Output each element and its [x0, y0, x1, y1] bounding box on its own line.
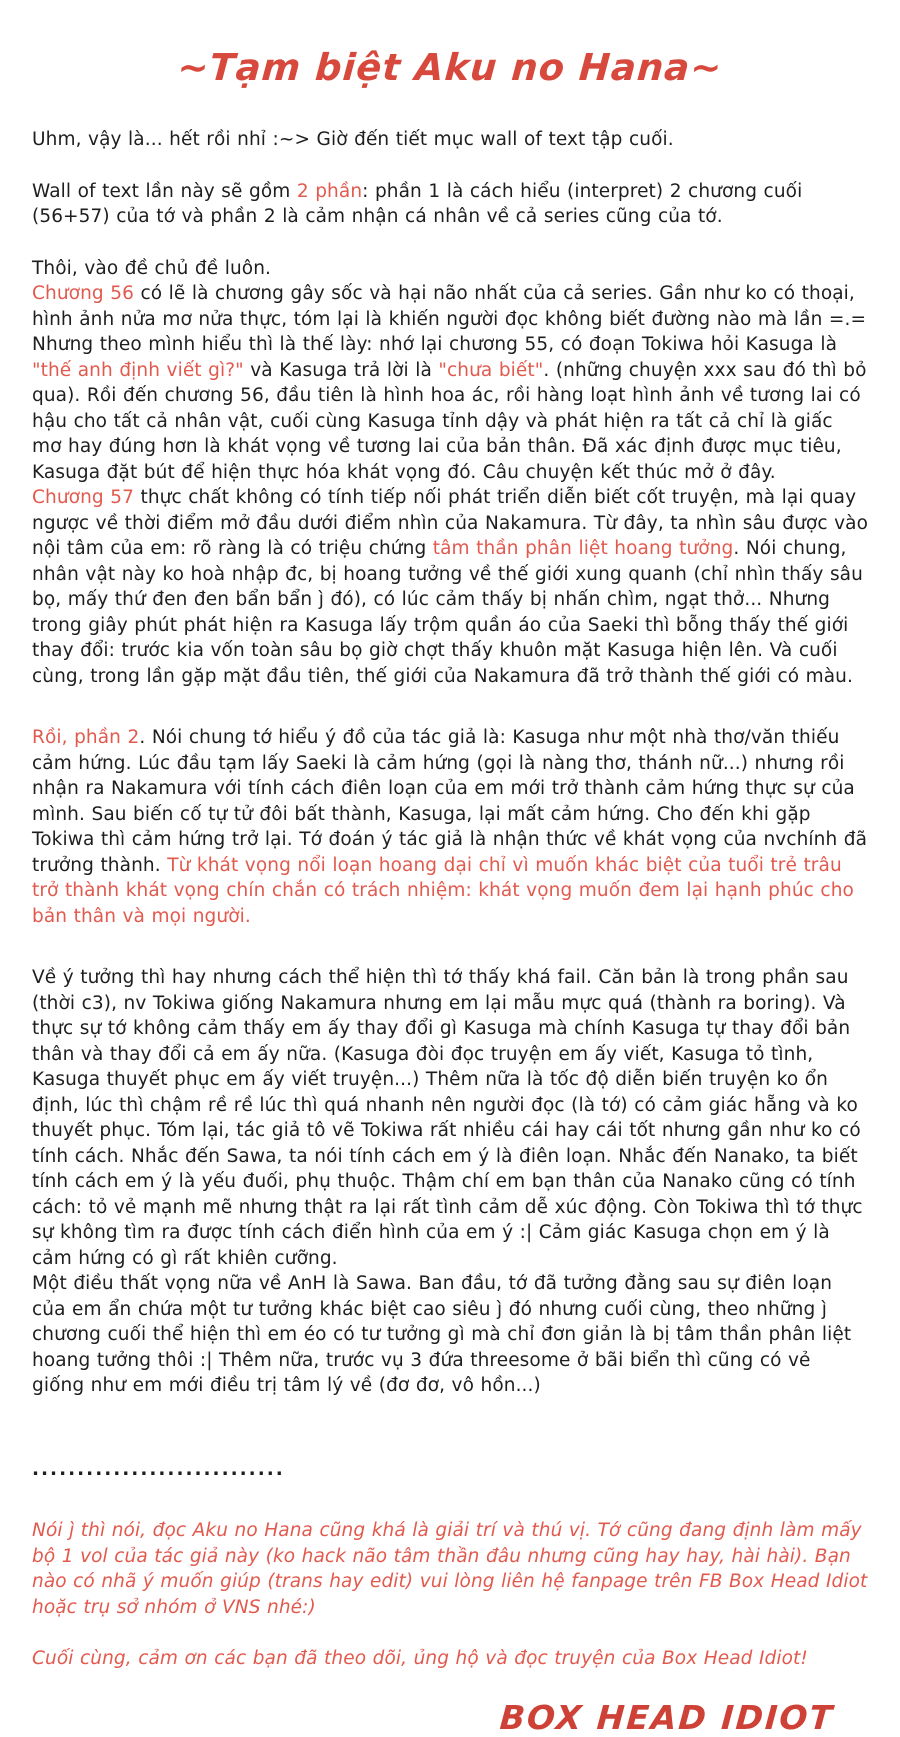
highlighted-text: "chưa biết"	[438, 359, 544, 381]
paragraph	[32, 281, 868, 332]
body-text: . Nói chung tớ hiểu ý đồ của tác giả là: Kasuga như một nhà thơ/văn thiếu cảm hứng. Lúc đầu tạm lấy Saeki là cảm hứng (gọi là nàng thơ, thánh nữ...) nhưng rồi nhận ra Nakamura với tính cách điên loạn của em mới trở thành cảm hứng thực sự của mình. Sau biến cố tự tử đôi bất thành, Kasuga, lại mất cảm hứng. Cho đến khi gặp Tokiwa thì cảm hứng trở lại. Tớ đoán ý tác giả là nhận thức về khát vọng của nvchính đã trưởng thành.	[32, 727, 868, 876]
body-text: . (những chuyện xxx sau đó thì bỏ qua). Rồi đến chương 56, đầu tiên là hình hoa ác, rồi hàng loạt hình ảnh về tương lai có hậu cho tất cả nhân vật, cuối cùng Kasuga tỉnh dậy và phát hiện ra tất cả chỉ là giấc mơ hay đúng hơn là khát vọng về tương lai của bản thân. Đã xác định được mục tiêu, Kasuga đặt bút để hiện thực hóa khát vọng đó. Câu chuyện kết thúc mở ở đây.	[32, 359, 867, 483]
body-text: Wall of text lần này sẽ gồm	[32, 180, 297, 202]
highlighted-text: "thế anh định viết gì?"	[32, 359, 244, 381]
body-text: Nhưng theo mình hiểu thì là thế lày: nhớ lại chương 55, có đoạn Tokiwa hỏi Kasuga là	[32, 334, 838, 355]
body-text: Thôi, vào đề chủ đề luôn.	[32, 257, 272, 279]
body-text: Một điều thất vọng nữa về AnH là Sawa. Ban đầu, tớ đã tưởng đằng sau sự điên loạn của em ẩn chứa một tư tưởng khác biệt cao siêu j̀ đó nhưng cuối cùng, theo những j̀ chương cuối thể hiện thì em éo có tư tưởng gì mà chỉ đơn giản là bị tâm thần phân liệt hoang tưởng thôi :| Thêm nữa, trước vụ 3 đứa threesome ở bãi biển thì cũng có vẻ giống như em mới điều trị tâm lý về (đơ đơ, vô hồn...)	[32, 1273, 852, 1396]
highlighted-text: Chương 56	[32, 283, 134, 304]
body-text: ............................	[32, 1458, 285, 1480]
body-text: : phần 1 là cách hiểu (interpret) 2 chương cuối (56+57) của tớ và phần 2 là cảm nhận cá nhân về cả series cũng của tớ.	[32, 180, 803, 227]
paragraph	[32, 127, 868, 153]
highlighted-text: Từ khát vọng nổi loạn hoang dại chỉ vì muốn khác biệt của tuổi trẻ trâu trở thành khát vọng chín chắn có trách nhiệm: khát vọng muốn đem lại hạnh phúc cho bản thân và mọi người.	[32, 854, 854, 927]
body-text: . Nói chung, nhân vật này ko hoà nhập đc, bị hoang tưởng về thế giới xung quanh (chỉ nhìn thấy sâu bọ, mấy thứ đen đen bẩn bẩn j̀ đó), có lúc cảm thấy bị nhấn chìm, ngạt thở... Nhưng trong giây phút phát hiện ra Kasuga lấy trộm quần áo của Saeki thì bỗng thấy thế giới thay đổi: trước kia vốn toàn sâu bọ giờ chợt thấy khuôn mặt Kasuga hiện lên. Và cuối cùng, trong lần gặp mặt đầu tiên, thế giới của Nakamura đã trở thành thế giới có màu.	[32, 538, 863, 687]
highlighted-text: Nói j̀ thì nói, đọc Aku no Hana cũng khá là giải trí và thú vị. Tớ cũng đang định làm mấy bộ 1 vol của tác giả này (ko hack não tâm thần đâu nhưng cũng hay hay, hài hài). Bạn nào có nhã ý muốn giúp (trans hay edit) vui lòng liên hệ fanpage trên FB Box Head Idiot hoặc trụ sở nhóm ở VNS nhé:)	[32, 1520, 868, 1618]
paragraph	[32, 332, 868, 485]
body-text: có lẽ là chương gây sốc và hại não nhất của cả series. Gần như ko có thoại, hình ảnh nửa mơ nửa thực, tóm lại là khiến người đọc không biết đường nào mà lần =.=	[32, 283, 867, 330]
paragraph	[32, 256, 868, 282]
body-text: Về ý tưởng thì hay nhưng cách thể hiện thì tớ thấy khá fail. Căn bản là trong phần sau (thời c3), nv Tokiwa giống Nakamura nhưng em lại mẫu mực quá (thành ra boring). Và thực sự tớ không cảm thấy em ấy thay đổi gì Kasuga mà chính Kasuga tự thay đổi bản thân và thay đổi cả em ấy nữa. (Kasuga đòi đọc truyện em ấy viết, Kasuga tỏ tình, Kasuga thuyết phục em ấy viết truyện...) Thêm nữa là tốc độ diễn biến truyện ko ổn định, lúc thì chậm rề rề lúc thì quá nhanh nên người đọc (là tớ) có cảm giác hẵng và ko thuyết phục. Tóm lại, tác giả tô vẽ Tokiwa rất nhiều cái hay cái tốt nhưng gần như ko có tính cách. Nhắc đến Sawa, ta nói tính cách em ý là điên loạn. Nhắc đến Nanako, ta biết tính cách em ý là yếu đuối, phụ thuộc. Thậm chí em bạn thân của Nanako cũng có tính cách: tỏ vẻ mạnh mẽ nhưng thật ra lại rất tình cảm dễ xúc động. Còn Tokiwa thì tớ thực sự không tìm ra được tính cách điển hình của em ý :| Cảm giác Kasuga chọn em ý là cảm hứng có gì rất khiên cưỡng.	[32, 967, 863, 1269]
highlighted-text: Cuối cùng, cảm ơn các bạn đã theo dõi, ủng hộ và đọc truyện của Box Head Idiot!	[32, 1648, 808, 1669]
paragraph	[32, 1518, 868, 1620]
highlighted-text: Chương 57	[32, 487, 134, 508]
body-text: và Kasuga trả lời là	[243, 359, 439, 381]
paragraph	[32, 965, 868, 1271]
highlighted-text: tâm thần phân liệt hoang tưởng	[432, 538, 734, 559]
body-text: thực chất không có tính tiếp nối phát triển diễn biết cốt truyện, mà lại quay ngược về thời điểm mở đầu dưới điểm nhìn của Nakamura. Từ đây, ta nhìn sâu được vào nội tâm của em: rõ ràng là có triệu chứng	[32, 487, 868, 559]
paragraph	[32, 1646, 868, 1672]
dots-divider	[32, 1457, 868, 1483]
signature: BOX HEAD IDIOT	[498, 1697, 836, 1737]
page-title: ~Tạm biệt Aku no Hana~	[176, 46, 724, 89]
paragraph	[32, 485, 868, 689]
body-text: Uhm, vậy là... hết rồi nhỉ :~> Giờ đến tiết mục wall of text tập cuối.	[32, 129, 674, 150]
highlighted-text: 2 phần	[296, 180, 363, 202]
paragraph	[32, 1271, 868, 1399]
paragraph	[32, 725, 868, 929]
document-body	[32, 127, 868, 1672]
paragraph	[32, 179, 868, 230]
highlighted-text: Rồi, phần 2	[32, 727, 140, 748]
